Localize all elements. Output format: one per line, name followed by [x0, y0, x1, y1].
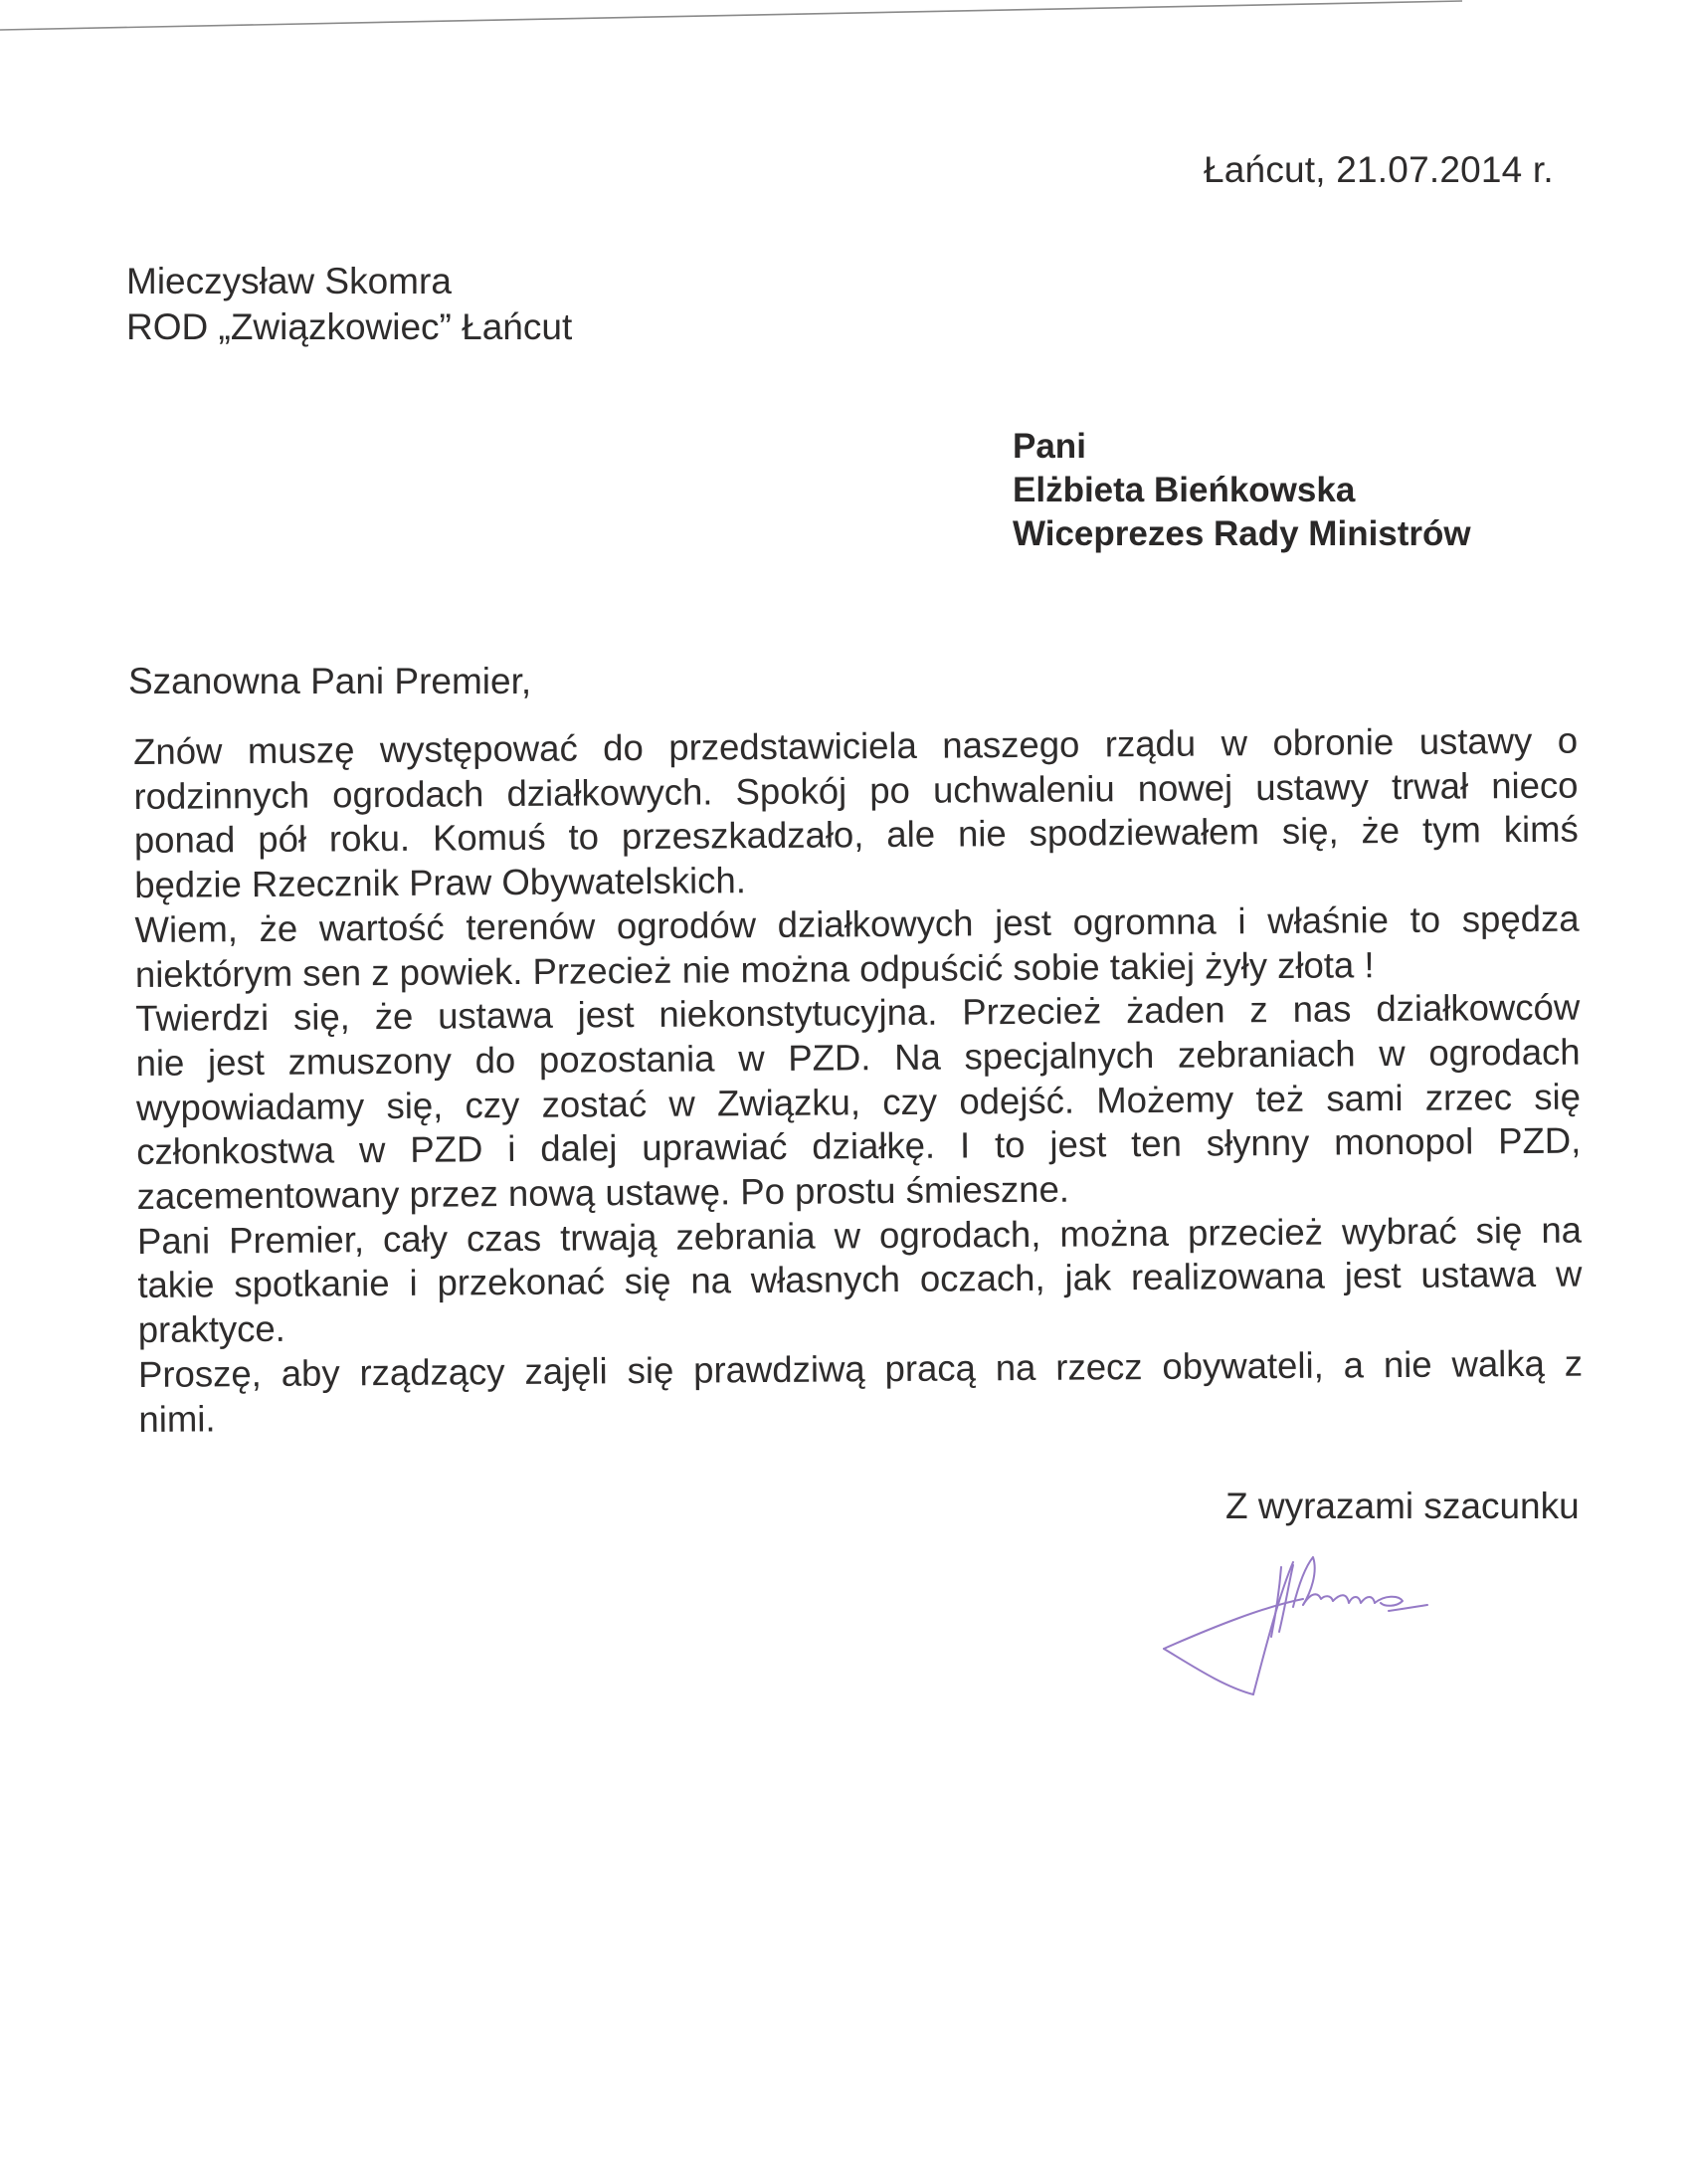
- body-line: ponad pół roku. Komuś to przeszkadzało, ale nie spodziewałem się, że tym kimś: [133, 808, 1579, 862]
- body-line: Pani Premier, cały czas trwają zebrania w ogrodach, można przecież wybrać się na: [136, 1209, 1583, 1262]
- recipient-salutation: Pani: [1013, 427, 1086, 466]
- body-line: członkostwa w PZD i dalej uprawiać działkę. I to jest ten słynny monopol PZD,: [136, 1119, 1582, 1173]
- handwritten-signature: [1154, 1537, 1472, 1696]
- body-line: niektórym sen z powiek. Przecież nie można odpuścić sobie takiej żyły złota !: [134, 943, 1375, 995]
- greeting: Szanowna Pani Premier,: [128, 661, 532, 701]
- recipient-title: Wiceprezes Rady Ministrów: [1013, 514, 1471, 553]
- sender-organization: ROD „Związkowiec” Łańcut: [126, 306, 573, 347]
- body-line: wypowiadamy się, czy zostać w Związku, czy odejść. Możemy też sami zrzec się: [135, 1076, 1582, 1128]
- letter-body: [133, 719, 1584, 1443]
- body-line: zacementowany przez nową ustawę. Po prostu śmieszne.: [136, 1168, 1070, 1218]
- body-line: rodzinnych ogrodach działkowych. Spokój po uchwaleniu nowej ustawy trwał nieco: [133, 764, 1579, 817]
- recipient-block: [1013, 425, 1471, 556]
- sender-block: [126, 259, 572, 350]
- scan-edge-line: [0, 0, 1691, 40]
- closing-phrase: Z wyrazami szacunku: [1225, 1486, 1580, 1526]
- body-line: Proszę, aby rządzący zajęli się prawdziwą pracą na rzecz obywateli, a nie walką z: [137, 1342, 1584, 1395]
- place-and-date: Łańcut, 21.07.2014 r.: [1204, 149, 1554, 190]
- body-line: będzie Rzecznik Praw Obywatelskich.: [134, 860, 747, 906]
- body-line: takie spotkanie i przekonać się na własnych oczach, jak realizowana jest ustawa w: [137, 1254, 1583, 1306]
- body-line: Znów muszę występować do przedstawiciela naszego rządu w obronie ustawy o: [133, 719, 1579, 772]
- body-line: Twierdzi się, że ustawa jest niekonstytucyjna. Przecież żaden z nas działkowców: [135, 986, 1581, 1040]
- body-line: praktyce.: [137, 1307, 285, 1351]
- body-line: nie jest zmuszony do pozostania w PZD. Na specjalnych zebraniach w ogrodach: [135, 1031, 1581, 1084]
- sender-name: Mieczysław Skomra: [126, 261, 452, 301]
- body-line: nimi.: [138, 1397, 216, 1440]
- recipient-name: Elżbieta Bieńkowska: [1013, 471, 1356, 509]
- body-line: Wiem, że wartość terenów ogrodów działkowych jest ogromna i właśnie to spędza: [134, 897, 1580, 950]
